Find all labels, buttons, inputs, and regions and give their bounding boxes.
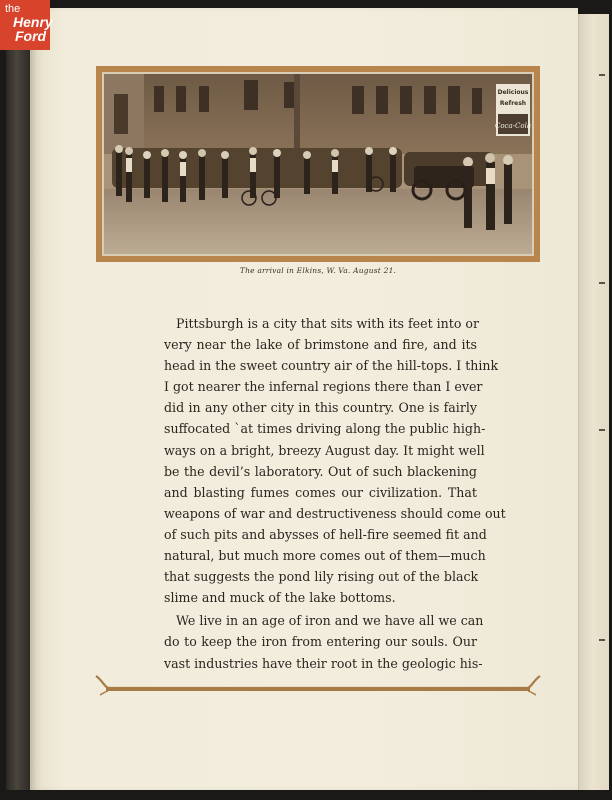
text-line: We live in an age of iron and we have all we can — [176, 613, 484, 629]
paragraph-2 — [164, 610, 484, 673]
text-line: of such pits and abysses of hell-fire seemed fit and — [164, 526, 487, 542]
sign-brand-text: Coca-Cola — [494, 122, 532, 130]
sign-text-top: Delicious — [497, 89, 529, 96]
text-line: ways on a bright, breezy August day. It might well — [164, 442, 485, 458]
text-line: very near the lake of brimstone and fire, and its — [164, 337, 477, 353]
text-line: suffocated ˋat times driving along the public high- — [164, 421, 486, 437]
text-line: that suggests the pond lily rising out of the black — [164, 569, 479, 585]
text-line: head in the sweet country air of the hill-tops. I think — [164, 358, 499, 374]
photograph — [102, 72, 534, 256]
paragraph-1 — [164, 313, 506, 608]
next-page-edge — [578, 14, 609, 790]
book-spine-cover — [6, 10, 32, 790]
decorative-rule-ornament — [94, 674, 542, 696]
building-facade — [104, 74, 532, 154]
text-line: weapons of war and destructiveness should come out — [164, 505, 506, 521]
photo-frame — [96, 66, 540, 262]
text-line: natural, but much more comes out of them—much — [164, 548, 486, 564]
text-line: vast industries have their root in the geologic his- — [164, 655, 483, 671]
body-text — [164, 313, 506, 674]
text-line: slime and muck of the lake bottoms. — [164, 590, 396, 606]
logo-line-the: the — [5, 3, 21, 15]
text-line: do to keep the iron from entering our souls. Our — [164, 634, 477, 650]
text-line: and blasting fumes comes our civilization. That — [164, 484, 477, 500]
photo-caption: The arrival in Elkins, W. Va. August 21. — [239, 266, 397, 275]
text-line: I got nearer the infernal regions there than I ever — [164, 379, 483, 395]
crowd-street-photo — [104, 74, 532, 254]
logo-line-ford: Ford — [15, 28, 47, 44]
text-line: be the devil’s laboratory. Out of such blackening — [164, 463, 477, 479]
text-line: did in any other city in this country. One is fairly — [164, 400, 477, 416]
text-line: Pittsburgh is a city that sits with its feet into or — [176, 316, 480, 331]
sign-text-mid: Refresh — [499, 100, 527, 107]
logo-line-henry: Henry — [13, 14, 53, 30]
henry-ford-logo — [0, 0, 53, 50]
